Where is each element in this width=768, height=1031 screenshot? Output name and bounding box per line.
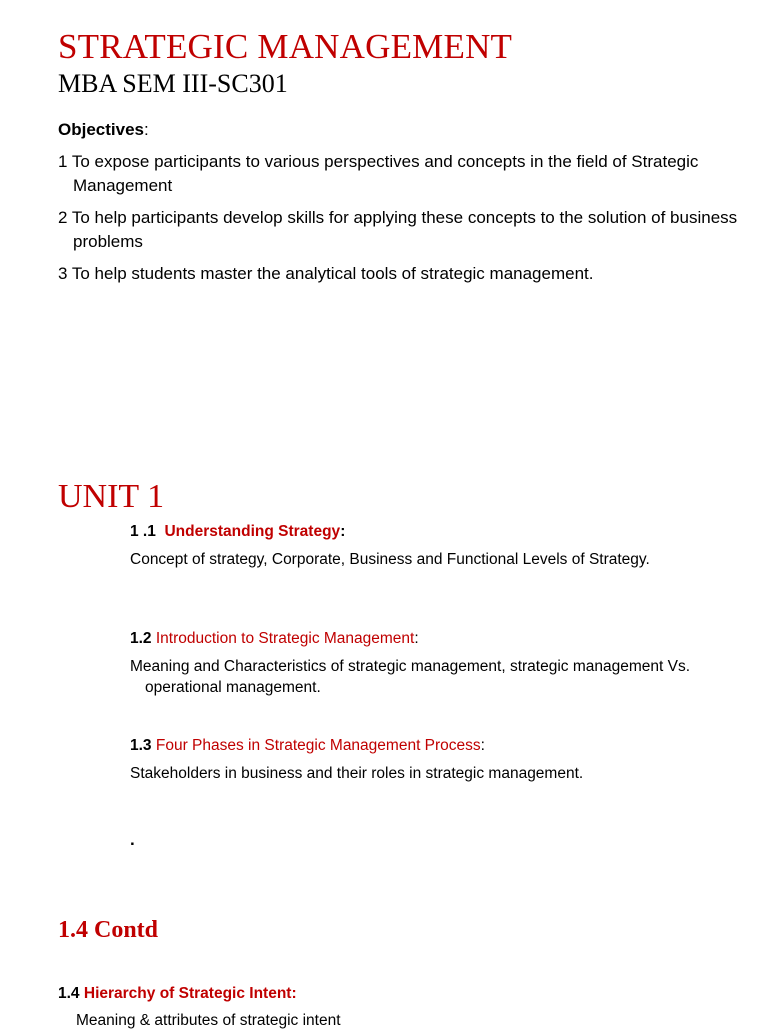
- unit-section-1-2: [130, 628, 690, 698]
- contd-heading: 1.4 Contd: [58, 917, 159, 943]
- page-title: STRATEGIC MANAGEMENT: [58, 27, 513, 66]
- objective-item: 3 To help students master the analytical tools of strategic management.: [58, 264, 594, 283]
- section-body: Meaning and Characteristics of strategic management, strategic management Vs. operational management.: [130, 658, 690, 696]
- unit-section-1-3: [130, 735, 690, 784]
- unit-section-1-1: [130, 521, 690, 570]
- section-number: 1.2: [130, 630, 152, 647]
- objective-item: 1 To expose participants to various perspectives and concepts in the field of Strategic Management: [58, 152, 699, 195]
- objective-item: 2 To help participants develop skills for applying these concepts to the solution of business problems: [58, 208, 738, 251]
- section-heading: [130, 628, 690, 650]
- section-number: 1.3: [130, 737, 152, 754]
- section-title: Understanding Strategy: [164, 523, 341, 540]
- section-body: Concept of strategy, Corporate, Business and Functional Levels of Strategy.: [130, 551, 650, 568]
- objectives-label: Objectives: [58, 120, 144, 139]
- objectives-heading: [58, 118, 149, 142]
- section-heading: [130, 735, 690, 757]
- section-title: Hierarchy of Strategic Intent:: [83, 985, 297, 1002]
- section-1-4-heading: [58, 983, 297, 1005]
- section-title: Introduction to Strategic Management: [155, 630, 415, 647]
- section-heading: [130, 521, 690, 543]
- course-code: MBA SEM III-SC301: [58, 69, 288, 98]
- objectives-list: [58, 150, 748, 294]
- bullet-dot: .: [130, 830, 135, 849]
- section-colon: :: [340, 523, 346, 540]
- objectives-colon: :: [144, 120, 149, 139]
- section-number: 1.4: [58, 985, 80, 1002]
- section-title: Four Phases in Strategic Management Process: [155, 737, 481, 754]
- section-number: 1 .1: [130, 523, 156, 540]
- section-body: Stakeholders in business and their roles in strategic management.: [130, 765, 584, 782]
- section-colon: :: [414, 630, 419, 647]
- section-colon: :: [480, 737, 485, 754]
- unit-heading: UNIT 1: [58, 478, 165, 515]
- section-1-4-body: Meaning & attributes of strategic intent: [76, 1012, 341, 1029]
